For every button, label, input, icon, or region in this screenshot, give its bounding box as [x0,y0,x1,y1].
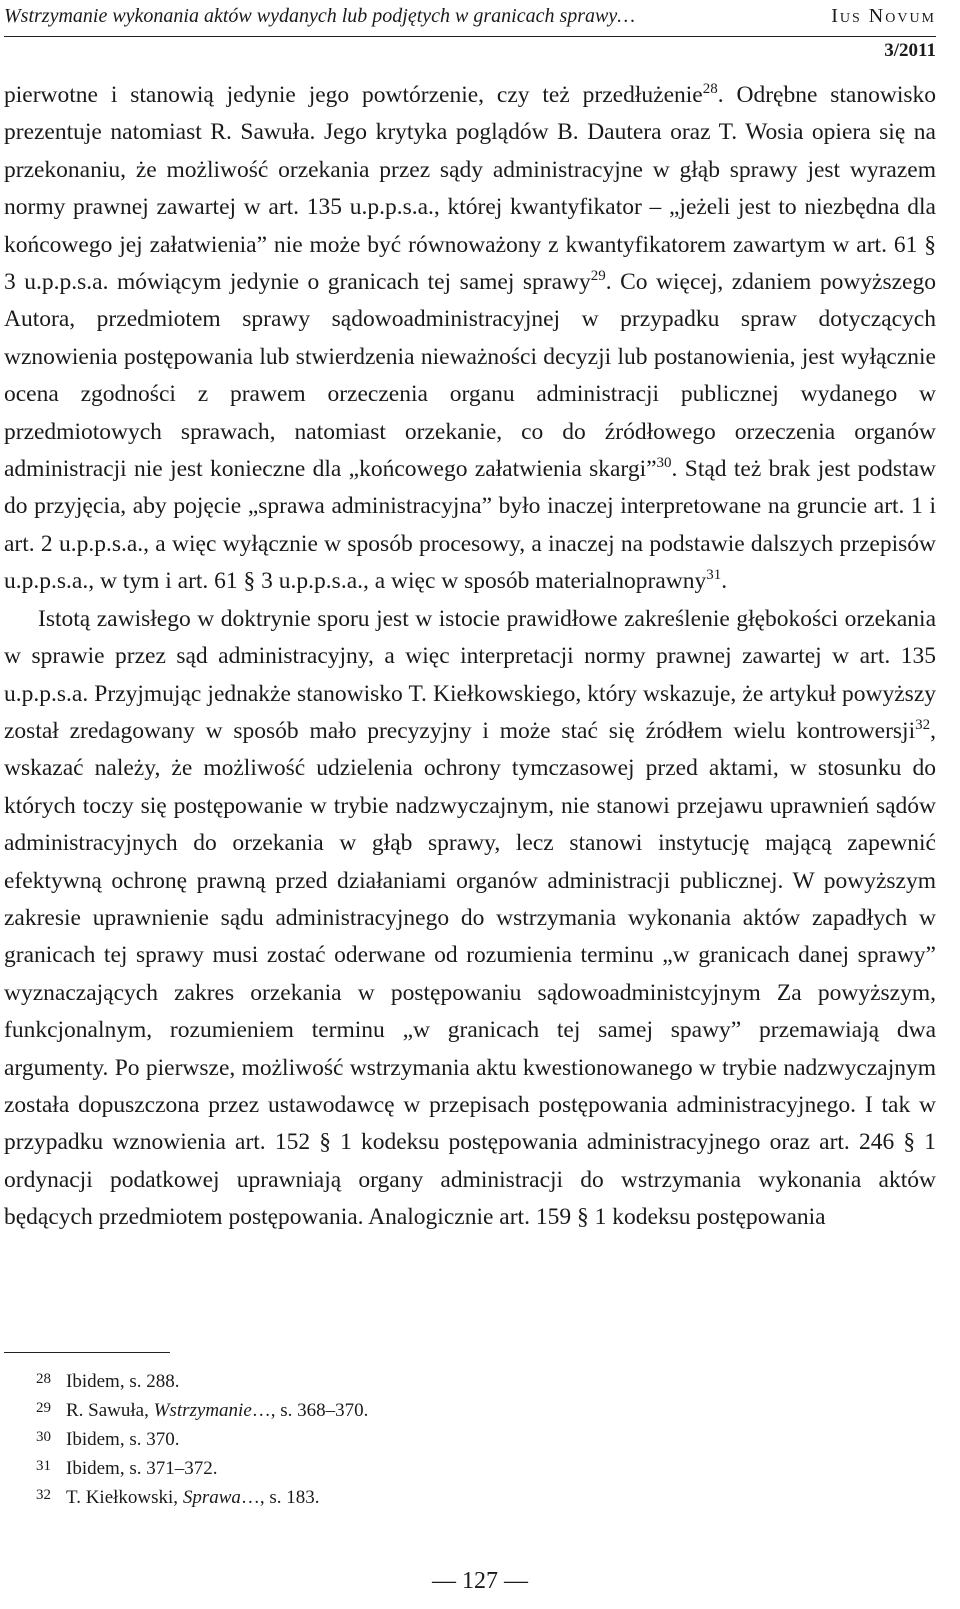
footnote-ref-32: 32 [915,717,931,734]
footnote-number: 29 [36,1400,51,1416]
page-header [0,0,960,61]
running-title: Wstrzymanie wykonania aktów wydanych lub podjętych w granicach sprawy… [4,5,636,27]
footnote-separator [4,1352,170,1353]
footnote [36,1482,368,1511]
main-text [4,77,936,1237]
footnote [36,1366,368,1395]
footnote-number: 32 [36,1487,51,1503]
text-run: . Stąd też brak jest podstaw do przyjęcia, aby pojęcie „sprawa administracyjna” było inaczej interpretowane na gruncie art. 1 i art. 2 u.p.p.s.a., a więc wyłącznie w sposób procesowy, a inaczej na podstawie dalszych przepisów u.p.p.s.a., w tym i art. 61 § 3 u.p.p.s.a., a więc w sposób materialnoprawny [4,456,936,595]
footnote-title: Wstrzymanie [153,1400,252,1421]
page-number: — 127 — [432,1568,528,1594]
paragraph-2 [4,601,936,1237]
footnote-text: …, s. 368–370. [251,1400,369,1421]
footnote-ref-29: 29 [590,268,606,285]
text-run: Istotą zawisłego w doktrynie sporu jest w istocie prawidłowe zakreślenie głębokości orzekania w sprawie przez sąd administracyjny, a więc interpretacji normy prawnej zawartej w art. 135 u.p.p.s.a. Przyjmując jednakże stanowisko T. Kiełkowskiego, który wskazuje, że artykuł powyższy został zredagowany w sposób mało precyzyjny i może stać się źródłem wielu kontrowersji [4,605,936,744]
footnotes [36,1366,368,1511]
paragraph-1 [4,77,936,601]
footnote-text: Ibidem, s. 371–372. [66,1458,218,1479]
issue-number: 3/2011 [884,40,936,61]
text-run: . [721,568,728,595]
text-run: . Odrębne stanowisko prezentuje natomiast R. Sawuła. Jego krytyka poglądów B. Dautera oraz T. Wosia opiera się na przekonaniu, że możliwość orzekania przez sądy administracyjne w głąb sprawy jest wyrazem normy prawnej zawartej w art. 135 u.p.p.s.a., której kwantyfikator – „jeżeli jest to niezbędna dla końcowego jej załatwienia” nie może być równoważony z kwantyfikatorem zawartym w art. 61 § 3 u.p.p.s.a. mówiącym jedynie o granicach tej samej sprawy [4,82,936,296]
footnote [36,1424,368,1453]
footnote-number: 28 [36,1371,51,1387]
footnote-ref-31: 31 [706,567,722,584]
footnote-text: …, s. 183. [240,1487,320,1508]
journal-name: Ius Novum [831,5,936,27]
footnote-number: 30 [36,1429,51,1445]
footnote-ref-30: 30 [656,455,672,472]
footnote [36,1453,368,1482]
footnote-text: R. Sawuła, [66,1400,154,1421]
footnote-ref-28: 28 [702,81,718,98]
footnote-text: Ibidem, s. 370. [66,1429,180,1450]
footnote-text: T. Kiełkowski, [66,1487,183,1508]
footnote-text: Ibidem, s. 288. [66,1371,180,1392]
text-run: . Co więcej, zdaniem powyższego Autora, przedmiotem sprawy sądowoadministracyjnej w przypadku spraw dotyczących wznowienia postępowania lub stwierdzenia nieważności decyzji lub postanowienia, jest wyłącznie ocena zgodności z prawem orzeczenia organu administracji publicznej wydanego w przedmiotowych sprawach, natomiast orzekanie, co do źródłowego orzeczenia organów administracji nie jest konieczne dla „końcowego załatwienia skargi” [4,269,936,483]
footnote-title: Sprawa [182,1487,241,1508]
footnote [36,1395,368,1424]
header-rule [4,36,936,37]
text-run: pierwotne i stanowią jedynie jego powtórzenie, czy też przedłużenie [4,82,703,108]
footnote-number: 31 [36,1458,51,1474]
text-run: , wskazać należy, że możliwość udzielenia ochrony tymczasowej przed aktami, w stosunku do których toczy się postępowanie w trybie nadzwyczajnym, nie stanowi przejawu uprawnień sądów administracyjnych do orzekania w głąb sprawy, lecz stanowi instytucję mającą zapewnić efektywną ochronę prawną przed działaniami organów administracji publicznej. W powyższym zakresie uprawnienie sądu administracyjnego do wstrzymania wykonania aktów zapadłych w granicach tej sprawy musi zostać oderwane od rozumienia terminu „w granicach danej sprawy” wyznaczających zakres orzekania w postępowaniu sądowoadministcyjnym Za powyższym, funkcjonalnym, rozumieniem terminu „w granicach tej samej spawy” przemawiają dwa argumenty. Po pierwsze, możliwość wstrzymania aktu kwestionowanego w trybie nadzwyczajnym została dopuszczona przez ustawodawcę w przepisach postępowania administracyjnego. I tak w przypadku wznowienia art. 152 § 1 kodeksu postępowania administracyjnego oraz art. 246 § 1 ordynacji podatkowej uprawniają organy administracji do wstrzymania wykonania aktów będących przedmiotem postępowania. Analogicznie art. 159 § 1 kodeksu postępowania [4,717,936,1231]
